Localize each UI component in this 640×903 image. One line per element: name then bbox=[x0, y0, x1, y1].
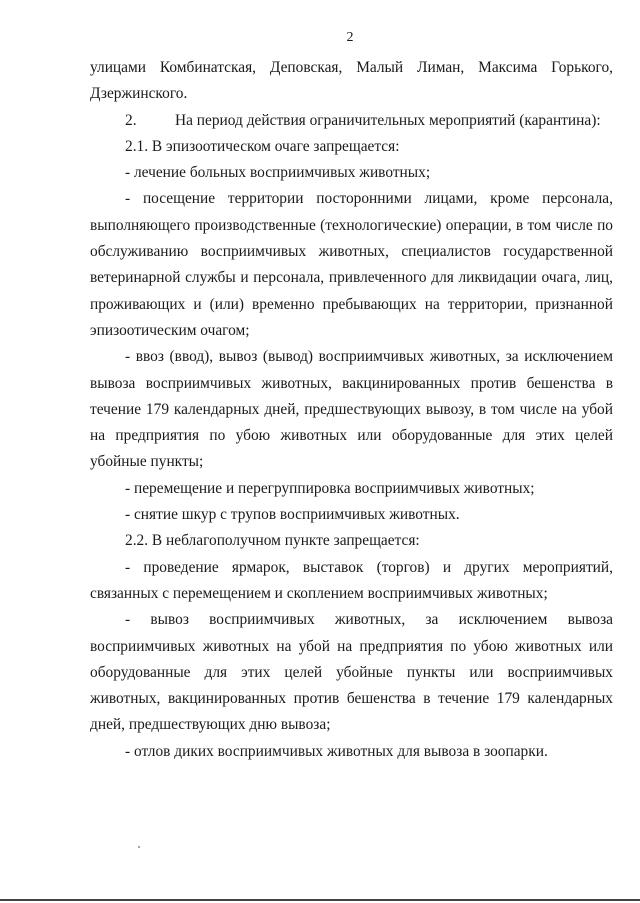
document-body bbox=[90, 55, 613, 765]
item-number: 2. bbox=[125, 111, 137, 129]
list-item-treatment: - лечение больных восприимчивых животных; bbox=[125, 164, 431, 182]
list-item-skinning: - снятие шкур с трупов восприимчивых животных. bbox=[125, 506, 460, 524]
item-text: На период действия ограничительных мероприятий (карантина): bbox=[175, 111, 601, 129]
list-item-fairs: - проведение ярмарок, выставок (торгов) и других мероприятий, связанных с перемещением и скоплением восприимчивых животных; bbox=[90, 558, 613, 602]
subsection-2-2-heading: 2.2. В неблагополучном пункте запрещается: bbox=[125, 532, 420, 550]
list-item-export: - вывоз восприимчивых животных, за исключением вывоза восприимчивых животных на убой на предприятия по убою животных или оборудованные для этих целей убойные пункты или восприимчивых животных, вакцинированных против бешенства в течение 179 календарных дней, предшествующих дню вывоза; bbox=[90, 611, 613, 734]
subsection-2-1-heading: 2.1. В эпизоотическом очаге запрещается: bbox=[125, 137, 400, 155]
numbered-item-2 bbox=[90, 108, 613, 134]
list-item-capture: - отлов диких восприимчивых животных для вывоза в зоопарки. bbox=[125, 742, 548, 760]
paragraph-streets: улицами Комбинатская, Деповская, Малый Лиман, Максима Горького, Дзержинского. bbox=[90, 59, 613, 103]
page-number: 2 bbox=[346, 30, 354, 45]
list-item-import-export: - ввоз (ввод), вывоз (вывод) восприимчивых животных, за исключением вывоза восприимчивых животных, вакцинированных против бешенства в течение 179 календарных дней, предшествующих вывозу, в том числе на убой на предприятия по убою животных или оборудованные для этих целей убойные пункты; bbox=[90, 348, 613, 471]
list-item-visiting: - посещение территории посторонними лицами, кроме персонала, выполняющего производственные (технологические) операции, в том числе по обслуживанию восприимчивых животных, специалистов государственной ветеринарной службы и персонала, привлеченного для ликвидации очага, лиц, проживающих и (или) временно пребывающих на территории, признанной эпизоотическим очагом; bbox=[90, 190, 613, 339]
page-bottom-edge bbox=[0, 899, 640, 901]
scan-speck bbox=[138, 846, 140, 848]
list-item-movement: - перемещение и перегруппировка восприимчивых животных; bbox=[125, 479, 535, 497]
